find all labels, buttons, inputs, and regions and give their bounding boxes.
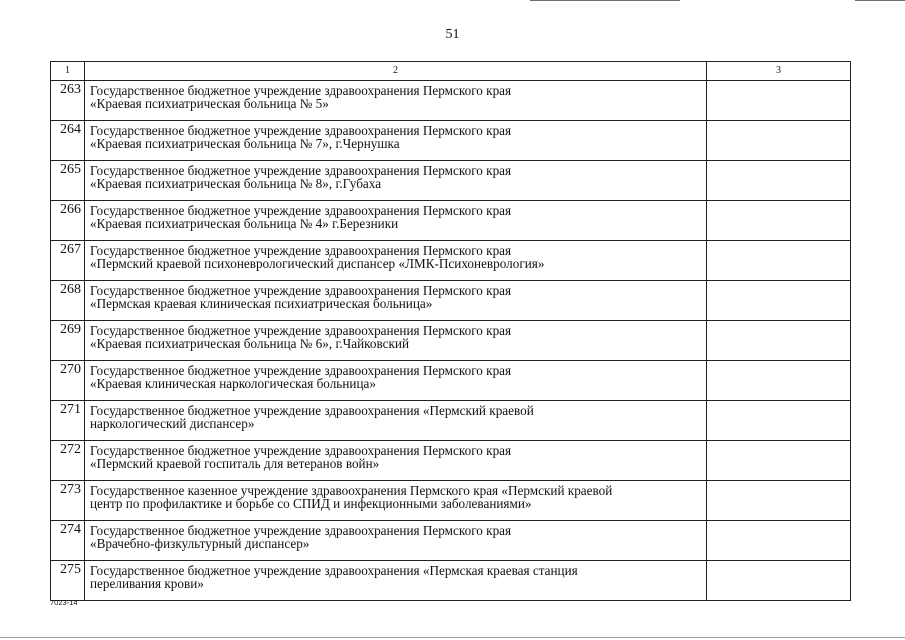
institution-name-line: Государственное бюджетное учреждение здравоохранения Пермского края (90, 523, 512, 538)
table-row (51, 121, 851, 161)
table-row (51, 321, 851, 361)
institution-name (85, 281, 707, 321)
row-number: 275 (51, 561, 85, 601)
institutions-table (50, 61, 851, 601)
institution-name-line: Государственное бюджетное учреждение здравоохранения Пермского края (90, 443, 512, 458)
row-number: 273 (51, 481, 85, 521)
institution-name (85, 441, 707, 481)
column-3-cell (707, 201, 851, 241)
institution-name-line: Государственное бюджетное учреждение здравоохранения Пермского края (90, 243, 512, 258)
institution-name-line: Государственное бюджетное учреждение здравоохранения «Пермская краевая станция (90, 563, 578, 578)
column-3-cell (707, 481, 851, 521)
institution-name-line: «Краевая психиатрическая больница № 7», г.Чернушка (90, 136, 400, 151)
institution-name (85, 81, 707, 121)
institution-name (85, 561, 707, 601)
table-row (51, 441, 851, 481)
institution-name-line: «Краевая психиатрическая больница № 4» г.Березники (90, 216, 399, 231)
institution-name-line: Государственное казенное учреждение здравоохранения Пермского края «Пермский краевой (90, 483, 613, 498)
column-3-cell (707, 121, 851, 161)
institution-name-line: Государственное бюджетное учреждение здравоохранения Пермского края (90, 283, 512, 298)
column-3-cell (707, 281, 851, 321)
column-header-1: 1 (51, 62, 85, 81)
institution-name (85, 401, 707, 441)
column-3-cell (707, 321, 851, 361)
column-header-3: 3 (707, 62, 851, 81)
row-number: 271 (51, 401, 85, 441)
column-3-cell (707, 361, 851, 401)
column-3-cell (707, 401, 851, 441)
institution-name-line: Государственное бюджетное учреждение здравоохранения Пермского края (90, 323, 512, 338)
table-body (51, 81, 851, 601)
table-row (51, 81, 851, 121)
institution-name (85, 241, 707, 281)
institution-name-line: Государственное бюджетное учреждение здравоохранения Пермского края (90, 363, 512, 378)
row-number: 266 (51, 201, 85, 241)
institution-name-line: Государственное бюджетное учреждение здравоохранения Пермского края (90, 123, 512, 138)
table-row (51, 521, 851, 561)
institution-name-line: Государственное бюджетное учреждение здравоохранения Пермского края (90, 163, 512, 178)
table-row (51, 161, 851, 201)
row-number: 265 (51, 161, 85, 201)
table-row (51, 561, 851, 601)
table-row (51, 281, 851, 321)
table-row (51, 481, 851, 521)
institution-name-line: «Краевая психиатрическая больница № 8», г.Губаха (90, 176, 382, 191)
column-3-cell (707, 161, 851, 201)
institution-name (85, 521, 707, 561)
table-row (51, 241, 851, 281)
row-number: 270 (51, 361, 85, 401)
institution-name-line: «Краевая психиатрическая больница № 6», г.Чайковский (90, 336, 410, 351)
column-3-cell (707, 521, 851, 561)
column-3-cell (707, 561, 851, 601)
column-3-cell (707, 441, 851, 481)
institution-name (85, 321, 707, 361)
scan-edge-top-right (855, 0, 905, 1)
column-3-cell (707, 81, 851, 121)
table-row (51, 401, 851, 441)
institution-name-line: «Пермская краевая клиническая психиатрическая больница» (90, 296, 433, 311)
row-number: 269 (51, 321, 85, 361)
institution-name-line: Государственное бюджетное учреждение здравоохранения «Пермский краевой (90, 403, 534, 418)
table-header-row (51, 62, 851, 81)
institution-name (85, 361, 707, 401)
table-row (51, 361, 851, 401)
table-row (51, 201, 851, 241)
column-3-cell (707, 241, 851, 281)
page-number: 51 (445, 27, 460, 42)
column-header-2: 2 (85, 62, 707, 81)
institution-name-line: Государственное бюджетное учреждение здравоохранения Пермского края (90, 83, 512, 98)
row-number: 263 (51, 81, 85, 121)
institution-name-line: наркологический диспансер» (90, 416, 255, 431)
row-number: 264 (51, 121, 85, 161)
institution-name-line: Государственное бюджетное учреждение здравоохранения Пермского края (90, 203, 512, 218)
institution-name (85, 161, 707, 201)
row-number: 272 (51, 441, 85, 481)
institution-name-line: «Пермский краевой госпиталь для ветеранов войн» (90, 456, 380, 471)
institution-name-line: «Врачебно-физкультурный диспансер» (90, 536, 310, 551)
row-number: 267 (51, 241, 85, 281)
row-number: 268 (51, 281, 85, 321)
institution-name-line: «Пермский краевой психоневрологический диспансер «ЛМК-Психоневрология» (90, 256, 545, 271)
row-number: 274 (51, 521, 85, 561)
scan-edge-bottom (0, 637, 905, 638)
institution-name (85, 201, 707, 241)
institution-name (85, 481, 707, 521)
institution-name-line: переливания крови» (90, 576, 204, 591)
institution-name (85, 121, 707, 161)
institution-name-line: «Краевая психиатрическая больница № 5» (90, 96, 329, 111)
institution-name-line: центр по профилактике и борьбе со СПИД и инфекционными заболеваниями» (90, 496, 532, 511)
institution-name-line: «Краевая клиническая наркологическая больница» (90, 376, 376, 391)
document-code: 7023-14 (50, 598, 78, 607)
scan-edge-top (530, 0, 680, 1)
